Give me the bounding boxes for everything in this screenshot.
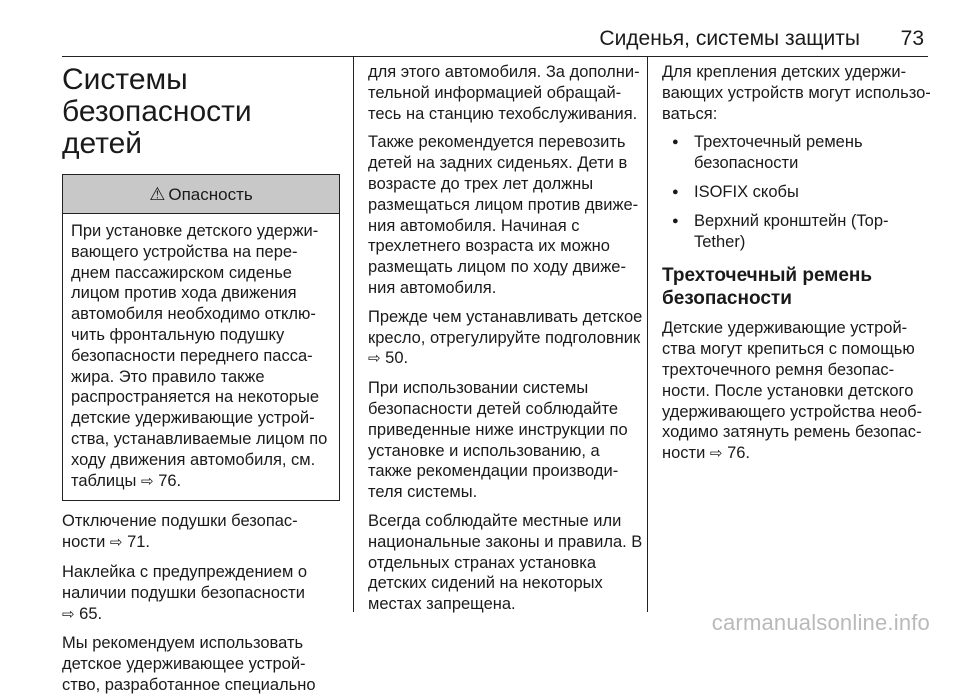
- paragraph-intro: Для крепления детских удержи-вающих устройств могут использо-ваться:: [662, 63, 931, 123]
- paragraph-text: Детские удерживающие устрой-ства могут крепиться с помощью трехточечного ремня безопас-ности. После установки детского удерживающего устройства необ-ходимо затянуть ремень безопас-ности: [662, 319, 923, 463]
- paragraph-airbag-off: [62, 511, 340, 554]
- warning-text: [63, 214, 339, 500]
- paragraph: При использовании системы безопасности детей соблюдайте приведенные ниже инструкции по установке и использованию, а также рекомендации производи-теля системы.: [368, 379, 628, 502]
- reference-arrow-icon: ⇨: [62, 605, 75, 623]
- running-header-title: Сиденья, системы защиты: [599, 27, 860, 50]
- reference-arrow-icon: ⇨: [368, 350, 381, 368]
- warning-box: [62, 174, 340, 501]
- column-1: [62, 56, 340, 694]
- section-title: [62, 64, 340, 160]
- warning-header: [63, 175, 339, 214]
- watermark: carmanualsonline.info: [711, 610, 930, 635]
- page-number: 73: [900, 27, 924, 50]
- paragraph: для этого автомобиля. За дополни-тельной информацией обращай-тесь на станцию техобслуживания.: [368, 63, 640, 123]
- page-ref[interactable]: 71.: [127, 533, 151, 552]
- paragraph-belt: [662, 318, 935, 465]
- reference-arrow-icon: ⇨: [109, 534, 123, 552]
- page-ref[interactable]: 50.: [385, 349, 409, 368]
- column-2: [353, 56, 647, 612]
- reference-arrow-icon: ⇨: [141, 472, 154, 490]
- paragraph: Также рекомендуется перевозить детей на задних сиденьях. Дети в возрасте до трех лет должны размещаться лицом против движе-ния автомобиля. Начиная с трехлетнего возраста их можно размещать лицом по ходу движе-ния автомобиля.: [368, 133, 639, 297]
- subsection-title: Трехточечный ремень безопасности: [662, 265, 873, 310]
- warning-page-ref[interactable]: 76.: [158, 471, 182, 490]
- page-ref[interactable]: 65.: [79, 604, 103, 623]
- section-title-line-2: безопасности детей: [62, 95, 252, 160]
- list-item: ● Трехточечный ремень безопасности: [662, 132, 935, 174]
- list-item: ● Верхний кронштейн (Top-Tether): [662, 211, 935, 253]
- paragraph-airbag-label: [62, 562, 340, 625]
- paragraph-headrest: [368, 307, 647, 370]
- page-header: [62, 0, 928, 57]
- paragraph: Всегда соблюдайте местные или национальные законы и правила. В отдельных странах установка детских сидений на некоторых местах запрещена.: [368, 511, 643, 614]
- paragraph-text: Отключение подушки безопас-ности: [62, 512, 298, 552]
- attachment-list: [662, 132, 935, 252]
- list-item: ● ISOFIX скобы: [662, 182, 935, 203]
- paragraph-text: Наклейка с предупреждением о наличии подушки безопасности: [62, 562, 308, 602]
- page-ref[interactable]: 76.: [727, 444, 751, 463]
- column-3: [647, 56, 935, 612]
- paragraph-recommend: Мы рекомендуем использовать детское удерживающее устрой-ство, разработанное специально: [62, 634, 316, 694]
- warning-triangle-icon: ⚠: [149, 184, 166, 204]
- section-title-line-1: Системы: [62, 63, 188, 96]
- paragraph-text: Прежде чем устанавливать детское кресло, отрегулируйте подголовник: [368, 307, 643, 347]
- warning-title: Опасность: [168, 185, 253, 204]
- warning-body: При установке детского удержи-вающего устройства на пере-днем пассажирском сиденье лицом против хода движения автомобиля необходимо отклю-чить фронтальную подушку безопасности переднего пасса-жира. Это правило также распространяется на некоторые детские удерживающие устрой-ства, устанавливаемые лицом по ходу движения автомобиля, см. таблицы: [71, 222, 328, 490]
- reference-arrow-icon: ⇨: [709, 445, 723, 463]
